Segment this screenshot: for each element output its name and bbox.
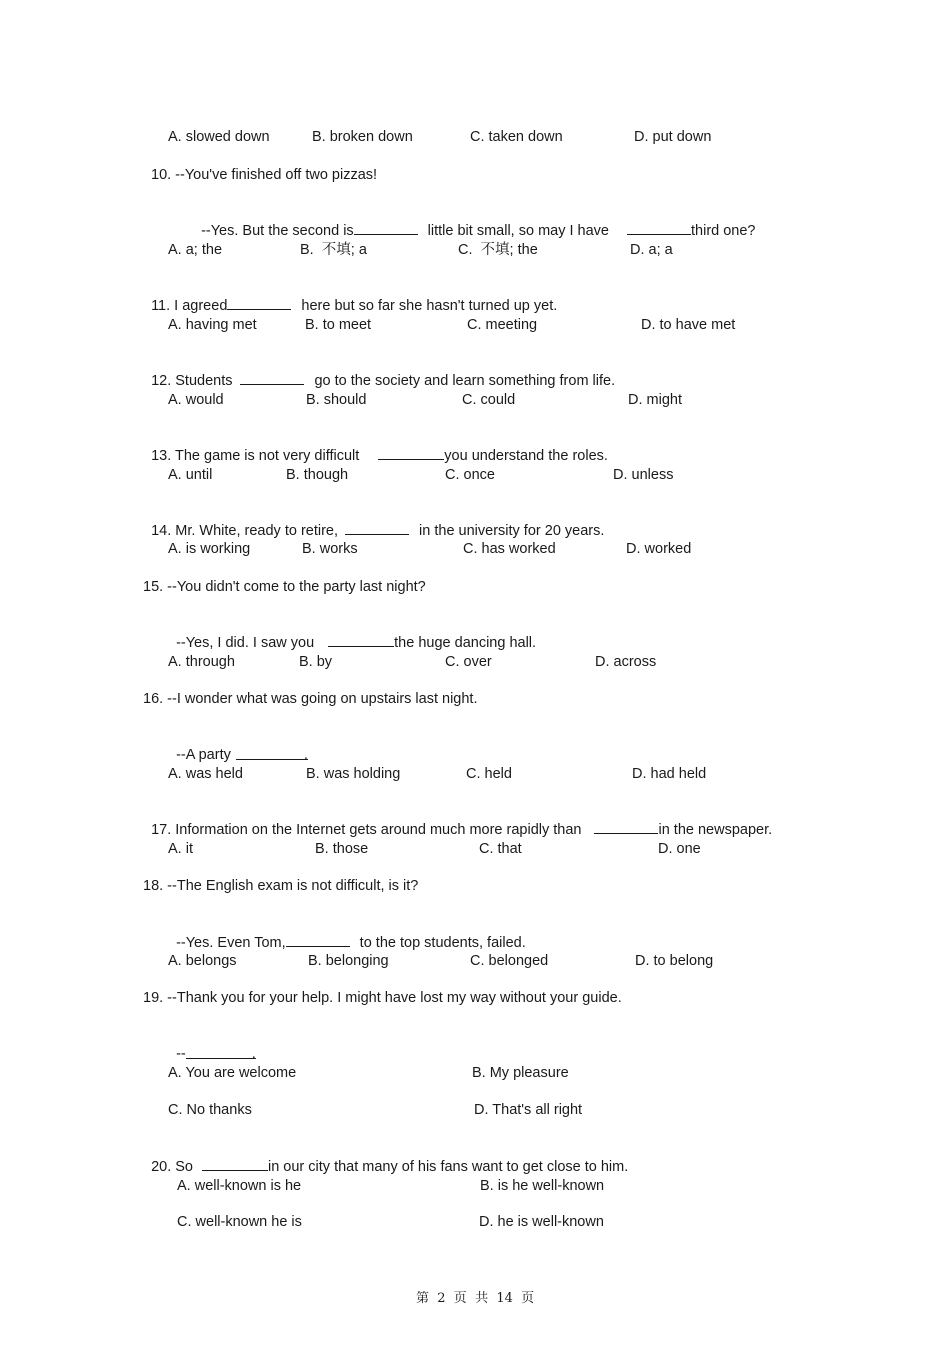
q10-stem: 10. --You've finished off two pizzas! xyxy=(151,167,378,183)
q14-blank xyxy=(345,521,409,535)
q17-option-a: A. it xyxy=(168,841,193,857)
q19-option-c: C. No thanks xyxy=(168,1102,252,1118)
q18-option-b: B. belonging xyxy=(308,953,389,969)
q18-reply-pre: --Yes. Even Tom, xyxy=(176,935,286,951)
q9-option-b: B. broken down xyxy=(312,129,413,145)
q20-stem xyxy=(143,1139,628,1176)
q16-option-c: C. held xyxy=(466,766,512,782)
q13-option-d: D. unless xyxy=(613,467,674,483)
q11-stem xyxy=(143,278,557,315)
q14-stem-pre: 14. Mr. White, ready to retire, xyxy=(151,523,339,539)
q13-blank xyxy=(378,446,444,460)
q12-option-b: B. should xyxy=(306,392,367,408)
page-footer: 第 2 页 共 14 页 xyxy=(416,1291,535,1306)
q13-stem-post: you understand the roles. xyxy=(444,448,608,464)
q20-stem-pre: 20. So xyxy=(151,1159,193,1175)
q12-stem-pre: 12. Students xyxy=(151,373,233,389)
q19-reply-post: . xyxy=(251,1046,256,1062)
q17-stem xyxy=(143,802,772,839)
q13-option-b: B. though xyxy=(286,467,349,483)
q19-stem: 19. --Thank you for your help. I might have lost my way without your guide. xyxy=(143,990,622,1006)
q9-option-d: D. put down xyxy=(634,129,712,145)
q16-option-a: A. was held xyxy=(168,766,243,782)
q10-option-d: D. a; a xyxy=(630,242,673,258)
q18-reply xyxy=(168,915,526,952)
q10-blank-1 xyxy=(354,221,418,235)
q12-blank xyxy=(240,371,304,385)
q16-reply xyxy=(168,728,308,764)
q10-reply-text-3: third one? xyxy=(691,223,756,239)
q11-option-d: D. to have met xyxy=(641,317,736,333)
q18-stem: 18. --The English exam is not difficult, is it? xyxy=(143,878,419,894)
q12-option-d: D. might xyxy=(628,392,682,408)
q17-option-d: D. one xyxy=(658,841,701,857)
q14-option-b: B. works xyxy=(302,541,358,557)
q14-stem-post: in the university for 20 years. xyxy=(419,523,605,539)
q15-reply xyxy=(168,615,536,652)
q15-reply-post: the huge dancing hall. xyxy=(394,635,537,651)
q18-blank xyxy=(286,933,350,947)
q19-option-d: D. That's all right xyxy=(474,1102,583,1118)
q11-stem-pre: 11. I agreed xyxy=(151,298,228,314)
q11-stem-post: here but so far she hasn't turned up yet. xyxy=(301,298,558,314)
q14-stem xyxy=(143,503,604,540)
q18-option-a: A. belongs xyxy=(168,953,237,969)
q11-blank xyxy=(227,296,291,310)
q10-option-b: B. 不填; a xyxy=(300,242,367,258)
q16-stem: 16. --I wonder what was going on upstairs last night. xyxy=(143,691,478,707)
q15-blank xyxy=(328,633,394,647)
q15-option-c: C. over xyxy=(445,654,492,670)
q13-stem-pre: 13. The game is not very difficult xyxy=(151,448,360,464)
q9-option-c: C. taken down xyxy=(470,129,563,145)
q9-option-a: A. slowed down xyxy=(168,129,270,145)
q14-option-a: A. is working xyxy=(168,541,251,557)
q16-blank xyxy=(236,746,308,763)
q14-option-d: D. worked xyxy=(626,541,692,557)
q12-option-c: C. could xyxy=(462,392,516,408)
q19-reply xyxy=(168,1027,256,1063)
q11-option-a: A. having met xyxy=(168,317,257,333)
q14-option-c: C. has worked xyxy=(463,541,556,557)
q18-option-d: D. to belong xyxy=(635,953,714,969)
q10-reply xyxy=(193,203,756,240)
q15-reply-pre: --Yes, I did. I saw you xyxy=(176,635,315,651)
q12-stem-post: go to the society and learn something from life. xyxy=(314,373,616,389)
q16-option-d: D. had held xyxy=(632,766,707,782)
q16-reply-post: . xyxy=(303,747,308,763)
q17-stem-pre: 17. Information on the Internet gets around much more rapidly than xyxy=(151,822,582,838)
q19-blank xyxy=(186,1045,256,1062)
q20-option-a: A. well-known is he xyxy=(177,1178,302,1194)
q13-option-a: A. until xyxy=(168,467,213,483)
q10-reply-text-1: --Yes. But the second is xyxy=(201,223,354,239)
q12-option-a: A. would xyxy=(168,392,224,408)
q20-stem-post: in our city that many of his fans want to get close to him. xyxy=(267,1159,629,1175)
q20-blank xyxy=(202,1157,268,1171)
q10-blank-2 xyxy=(627,221,691,235)
q12-stem xyxy=(143,353,615,390)
q19-option-b: B. My pleasure xyxy=(472,1065,569,1081)
q10-option-a: A. a; the xyxy=(168,242,223,258)
q17-stem-post: in the newspaper. xyxy=(658,822,773,838)
q18-reply-post: to the top students, failed. xyxy=(359,935,526,951)
q10-option-c: C. 不填; the xyxy=(458,242,538,258)
q15-option-a: A. through xyxy=(168,654,235,670)
q15-option-d: D. across xyxy=(595,654,657,670)
q17-option-c: C. that xyxy=(479,841,522,857)
q20-option-b: B. is he well-known xyxy=(480,1178,605,1194)
q17-option-b: B. those xyxy=(315,841,369,857)
q15-stem: 15. --You didn't come to the party last night? xyxy=(143,579,426,595)
q17-blank xyxy=(594,820,658,834)
q18-option-c: C. belonged xyxy=(470,953,549,969)
q20-option-d: D. he is well-known xyxy=(479,1214,604,1230)
q20-option-c: C. well-known he is xyxy=(177,1214,302,1230)
q13-stem xyxy=(143,428,608,465)
q19-option-a: A. You are welcome xyxy=(168,1065,297,1081)
q16-option-b: B. was holding xyxy=(306,766,401,782)
q15-option-b: B. by xyxy=(299,654,333,670)
q11-option-b: B. to meet xyxy=(305,317,372,333)
q11-option-c: C. meeting xyxy=(467,317,538,333)
q16-reply-pre: --A party xyxy=(176,747,231,763)
q13-option-c: C. once xyxy=(445,467,495,483)
q10-reply-text-2: little bit small, so may I have xyxy=(427,223,609,239)
q19-reply-pre: -- xyxy=(176,1046,186,1062)
